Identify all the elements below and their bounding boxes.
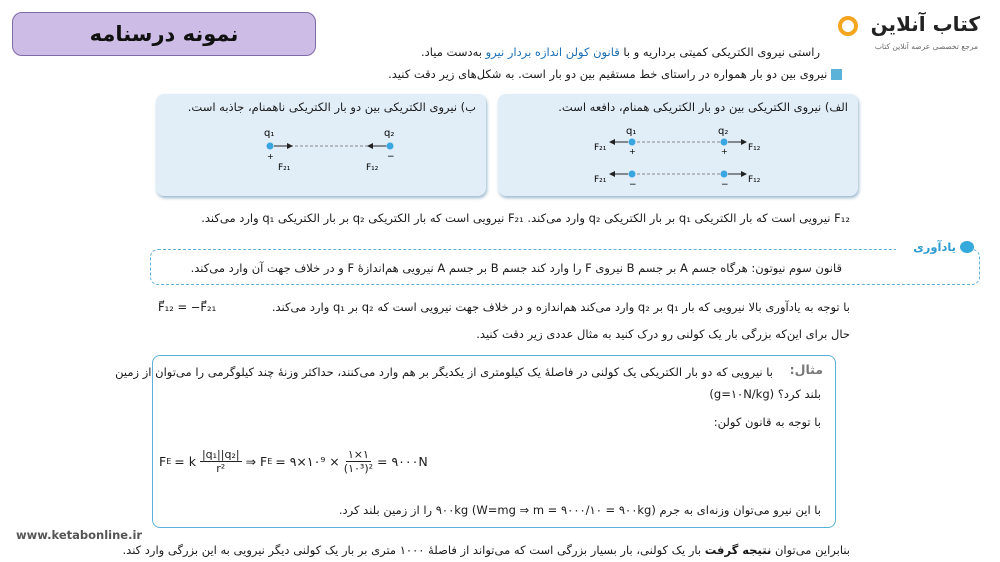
fraction-2-den: (۱۰³)² [343,461,374,475]
formula-result: = ۹۰۰۰N [377,453,428,469]
formula-rest: = ۹×۱۰⁹ × [275,453,340,469]
sign-minus-1: − [629,180,637,190]
charge-q2-neg [721,171,728,178]
sign-minus-b: − [387,152,395,162]
formula-fraction-2 [344,448,373,475]
formula-arrow: ⇒ F [245,453,268,469]
note-icon [831,69,842,80]
sample-lesson-badge [12,12,316,56]
box-like-charges [498,94,858,196]
fraction-2-num: ۱×۱ [347,447,369,461]
formula-sub-e2: E [267,456,273,466]
intro-text: راستی نیروی الکتریکی کمیتی برداریه و با [623,45,820,59]
example-tag: مثال: [789,362,823,377]
label-f21-b: F₂₁ [594,175,607,185]
charge-q2-neg-b [387,143,394,150]
formula-f: F [159,453,167,469]
charge-q1-pos [267,143,274,150]
formula-sub-e: E [166,456,172,466]
fraction-1-den: r² [216,461,226,475]
intro-line-1 [421,44,820,60]
sign-plus-2: + [721,147,728,156]
example-answer: با این نیرو می‌توان وزنه‌ای به جرم ۹۰۰kg (W=mg ⇒ m = ۹۰۰۰/۱۰ = ۹۰۰kg) را از زمین بلند کرد. [338,503,821,517]
label-f21-c: F₂₁ [278,163,291,173]
label-f21: F₂₁ [594,143,607,153]
example-step-1: با توجه به قانون کولن: [713,415,821,429]
newton-equation: F⃗₁₂ = −F⃗₂₁ [158,300,217,314]
reminder-header [896,237,974,257]
example-question-2: بلند کرد؟ (g=۱۰N/kg) [709,387,821,401]
reminder-label: یادآوری [913,240,956,254]
intro-line-2 [388,66,842,82]
like-charges-diagram [498,94,858,196]
label-f12-b: F₁₂ [748,175,761,185]
fraction-1-num: |q₁||q₂| [201,447,240,461]
logo-title: کتاب آنلاین [870,12,980,36]
formula-k: = k [174,453,196,469]
label-q2: q₂ [718,126,729,137]
intro-text-end: به‌دست میاد. [420,45,482,59]
box-b-title: ب) نیروی الکتریکی بین دو بار الکتریکی ناهمنام، جاذبه است. [187,100,476,114]
label-f12-c: F₁₂ [366,163,379,173]
conclusion-line [123,542,850,558]
sign-plus-1: + [629,147,636,156]
conclusion-bold: نتیجه گرفت [704,543,772,557]
charge-q1-neg [629,171,636,178]
website-url[interactable]: www.ketabonline.ir [16,528,143,542]
newton-line: با توجه به یادآوری بالا نیرویی که بار q₁ بر q₂ وارد می‌کند هم‌اندازه و در خلاف جهت نیرویی است که q₂ بر q₁ وارد می‌کند. [271,300,850,314]
sign-minus-2: − [721,180,729,190]
label-q1-b: q₁ [264,128,275,139]
label-q2-b: q₂ [384,128,395,139]
reminder-text: قانون سوم نیوتون: هرگاه جسم A بر جسم B نیروی F را وارد کند جسم B بر جسم A نیرویی هم‌اندازهٔ F و در خلاف جهت آن وارد می‌کند. [190,261,842,275]
brain-icon [960,241,974,253]
charge-q1 [629,139,636,146]
example-box [115,355,836,528]
formula-fraction-1 [200,448,242,475]
example-question-1: با نیرویی که دو بار الکتریکی یک کولنی در فاصلهٔ یک کیلومتری از یکدیگر بر هم وارد می‌کنند، حداکثر وزنهٔ چند کیلوگرمی را می‌توان از زمین [115,365,773,379]
intro-text-2: نیروی بین دو بار همواره در راستای خط مستقیم بین دو بار است. به شکل‌های زیر دقت کنید. [388,67,828,81]
conclusion-post: بار یک کولنی، بار بسیار بزرگی است که می‌تواند از فاصلهٔ ۱۰۰۰ متری بر بار یک کولنی دیگر نیرویی به این بزرگی وارد کند. [122,543,702,557]
coulomb-formula [159,438,428,484]
label-f12: F₁₂ [748,143,761,153]
logo-ring-icon [838,16,858,36]
charge-q2 [721,139,728,146]
ketab-online-logo [836,10,986,56]
box-a-title: الف) نیروی الکتریکی بین دو بار الکتریکی همنام، دافعه است. [558,100,848,114]
intro-highlight: قانون کولن اندازه بردار نیرو [485,45,620,59]
unlike-charges-diagram [156,94,486,196]
badge-label: نمونه درسنامه [89,22,239,46]
conclusion-pre: بنابراین می‌توان [774,543,850,557]
label-q1: q₁ [626,126,637,137]
box-unlike-charges [156,94,486,196]
coulomb-intro-line: حال برای این‌که بزرگی بار یک کولنی رو درک کنید به مثال عددی زیر دقت کنید. [476,327,850,341]
logo-subtitle: مرجع تخصصی عرضه آنلاین کتاب [874,42,978,51]
force-sentence: F₁₂ نیرویی است که بار الکتریکی q₁ بر بار الکتریکی q₂ وارد می‌کند. F₂₁ نیرویی است که بار الکتریکی q₂ بر بار الکتریکی q₁ وارد می‌کند. [201,211,850,225]
sign-plus-b: + [267,152,274,161]
